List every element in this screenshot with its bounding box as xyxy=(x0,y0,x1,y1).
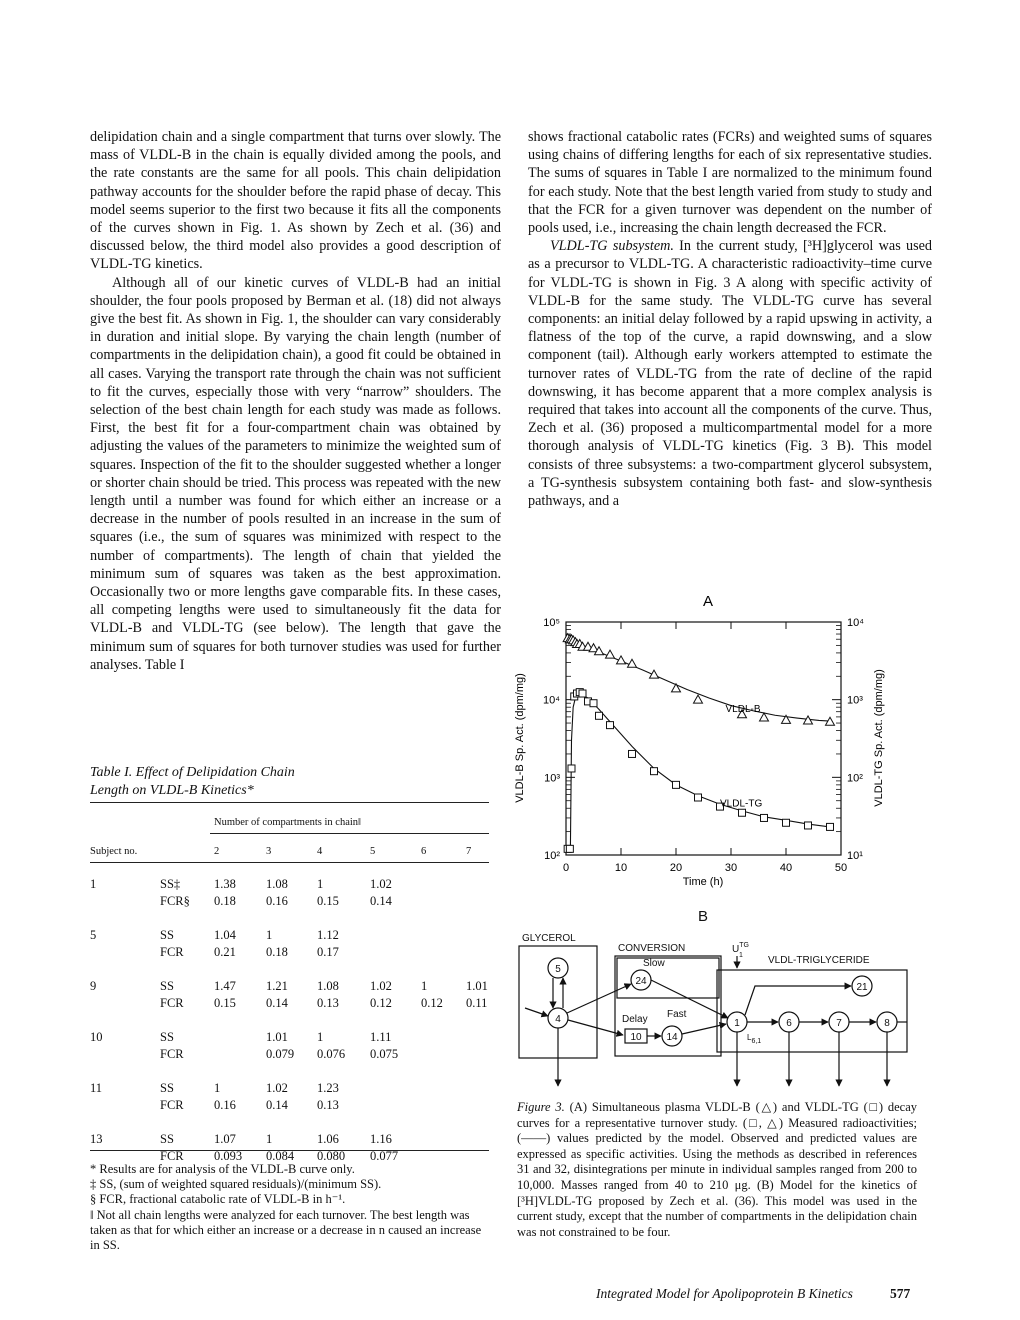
vldl-tg-point xyxy=(761,814,768,821)
figure-caption-lead: Figure 3. xyxy=(517,1100,565,1114)
body-paragraph: Although all of our kinetic curves of VLDL-B had an initial shoulder, the four pools proposed by Berman et al. (18) did not always give the best fit. As shown in Fig. 1, the shoulder can vary considerably in duration and initial slope. By varying the chain length (number of compartments in the delipidation chain), a good fit could be obtained in all cases. Varying the transport rate through the chain was not sufficient to fit the curves, especially those with very “narrow” shoulders. The selection of the best chain length for each study was made as follows. First, the best fit for a four-compartment chain was obtained by adjusting the values of the parameters to minimize the weighted sum of squares. Inspection of the fit to the shoulder suggested whether a longer or shorter chain should be tried. This process was repeated with the new length until a number was found for which either an increase or a decrease in the number of pools resulted in an increase in the sum of squares (i.e., the sum of squares was minimized with respect to the number of compartments). The length of chain that yielded the minimum sum of squares was taken as the best approximation. Occasionally two or more lengths gave comparable fits. In these cases, all competing lengths were used to simultaneously fit the data for VLDL-B and VLDL-TG (see below). The length that gave the minimum sum of squares for both turnover studies was used for further analyses. Table I xyxy=(90,274,501,673)
vldl-b-point xyxy=(628,659,637,667)
table-row xyxy=(90,1132,489,1148)
table-caption-line: Length on VLDL-B Kinetics* xyxy=(90,783,254,798)
value-cell: 1.02 xyxy=(266,1081,288,1095)
value-cell: 0.084 xyxy=(266,1149,295,1163)
panel-label-b: B xyxy=(698,908,709,925)
panel-label-a: A xyxy=(703,593,714,610)
subject-cell: 1 xyxy=(90,877,97,891)
flow-arrow xyxy=(682,1024,726,1034)
table-row xyxy=(90,1030,489,1046)
node-label: 1 xyxy=(734,1018,740,1029)
metric-cell: FCR xyxy=(160,1047,184,1061)
value-cell: 1.06 xyxy=(317,1132,339,1146)
node-label: 7 xyxy=(836,1018,842,1029)
vldl-tg-box xyxy=(717,970,907,1052)
figure-3a-chart xyxy=(505,590,925,900)
value-cell: 0.075 xyxy=(370,1047,399,1061)
value-cell: 1.23 xyxy=(317,1081,339,1095)
vldl-tg-point xyxy=(695,794,702,801)
subject-cell: 5 xyxy=(90,928,97,942)
slow-box xyxy=(617,958,719,998)
subject-cell: 11 xyxy=(90,1081,103,1095)
value-cell: 1.08 xyxy=(317,979,339,993)
footnote: ‡ SS, (sum of weighted squared residuals)/(minimum SS). xyxy=(90,1177,382,1192)
metric-cell: FCR xyxy=(160,1098,184,1112)
x-tick-label: 0 xyxy=(562,862,570,874)
value-cell: 1.47 xyxy=(214,979,236,993)
table-group-header: Number of compartments in chain‖ xyxy=(214,817,361,828)
metric-cell: SS xyxy=(160,1030,174,1044)
running-footer-title: Integrated Model for Apolipoprotein B Kinetics xyxy=(596,1286,853,1301)
page-number: 577 xyxy=(890,1286,911,1301)
value-cell: 0.21 xyxy=(214,945,236,959)
value-cell: 0.093 xyxy=(214,1149,243,1163)
y-axis-left-label: VLDL-B Sp. Act. (dpm/mg) xyxy=(514,673,526,803)
value-cell: 1.04 xyxy=(214,928,236,942)
value-cell: 1.02 xyxy=(370,877,392,891)
node-label: 21 xyxy=(856,982,868,993)
table-header-row xyxy=(90,834,489,858)
y-tick-label-left: 10² xyxy=(544,850,560,862)
table-row xyxy=(90,1081,489,1097)
footnote: * Results are for analysis of the VLDL-B curve only. xyxy=(90,1162,355,1176)
value-cell: 0.17 xyxy=(317,945,339,959)
vldl-tg-point xyxy=(566,845,573,852)
subsection-heading: VLDL-TG subsystem. xyxy=(550,238,674,255)
table-row xyxy=(90,1047,489,1063)
table-row xyxy=(90,928,489,944)
model-curve-vldl-b xyxy=(566,638,830,721)
metric-cell: FCR xyxy=(160,996,184,1010)
column-header: 2 xyxy=(214,846,220,857)
body-paragraph xyxy=(528,237,932,510)
metric-cell: SS xyxy=(160,1081,174,1095)
y-tick-label-right: 10¹ xyxy=(847,850,863,862)
figure-caption xyxy=(517,1100,917,1240)
flow-arrow xyxy=(745,986,851,1015)
vldl-tg-point xyxy=(596,712,603,719)
value-cell: 0.077 xyxy=(370,1149,399,1163)
vldl-b-point xyxy=(672,684,681,692)
table-row xyxy=(90,877,489,893)
vldl-tg-point xyxy=(739,809,746,816)
metric-cell: FCR xyxy=(160,945,184,959)
vldl-tg-point xyxy=(805,822,812,829)
y-axis-right-label: VLDL-TG Sp. Act. (dpm/mg) xyxy=(873,669,885,807)
node-label: 5 xyxy=(555,964,561,975)
y-tick-label-left: 10⁵ xyxy=(543,617,560,629)
value-cell: 0.080 xyxy=(317,1149,346,1163)
vldl-tg-point xyxy=(629,750,636,757)
value-cell: 1.38 xyxy=(214,877,236,891)
vldl-tg-label: VLDL-TRIGLYCERIDE xyxy=(768,955,870,966)
value-cell: 0.076 xyxy=(317,1047,346,1061)
table-caption-line: Table I. Effect of Delipidation Chain xyxy=(90,765,295,780)
vldl-tg-point xyxy=(827,823,834,830)
conversion-label: CONVERSION xyxy=(618,943,686,954)
value-cell: 1.21 xyxy=(266,979,288,993)
table-bottom-rule xyxy=(90,1150,489,1151)
value-cell: 0.079 xyxy=(266,1047,295,1061)
series-label-vldl-b: VLDL-B xyxy=(725,704,761,716)
table-row xyxy=(90,1098,489,1114)
left-column xyxy=(90,128,501,674)
column-header: 5 xyxy=(370,846,376,857)
node-label: 6 xyxy=(786,1018,792,1029)
value-cell: 0.14 xyxy=(266,1098,288,1112)
series-label-vldl-tg: VLDL-TG xyxy=(720,798,763,810)
vldl-tg-point xyxy=(783,819,790,826)
x-tick-label: 40 xyxy=(779,862,793,874)
vldl-tg-point xyxy=(590,700,597,707)
subject-cell: 9 xyxy=(90,979,97,993)
table-row xyxy=(90,996,489,1012)
vldl-tg-point xyxy=(651,768,658,775)
x-tick-label: 10 xyxy=(614,862,628,874)
table-header-rule xyxy=(90,862,489,863)
metric-cell: SS xyxy=(160,979,174,993)
body-paragraph: shows fractional catabolic rates (FCRs) and weighted sums of squares using chains of differing lengths for each of six representative studies. The sums of squares in Table I are normalized to the minimum found for each study. Note that the best length varied from study to study and that the FCR for a given turnover was dependent on the number of pools used, i.e., increasing the chain length decreased the FCR. xyxy=(528,129,932,237)
vldl-b-point xyxy=(606,650,615,658)
x-tick-label: 20 xyxy=(669,862,683,874)
footnote: ‖ Not all chain lengths were analyzed for each turnover. The best length was taken as that for which either an increase or a decrease in n caused an increase in SS. xyxy=(90,1207,482,1253)
value-cell: 0.12 xyxy=(370,996,392,1010)
figure-caption-text: (A) Simultaneous plasma VLDL-B (△) and VLDL-TG (□) decay curves for a representative turnover study. (□, △) Measured radioactivities; (——) values predicted by the model. Observed and predicted values are expressed as specific activities. Using the methods as described in references 31 and 32, disintegrations per minute in individual samples ranged from 200 to 10,000. Masses ranged from 40 to 210 μg. (B) Model for the kinetics of [³H]VLDL-TG proposed by Zech et al. (36). This model was used in the current study, except that the number of compartments in the delipidation chain was not constrained to be four. xyxy=(517,1100,918,1239)
value-cell: 0.16 xyxy=(214,1098,236,1112)
value-cell: 1.01 xyxy=(466,979,488,993)
column-header: 6 xyxy=(421,846,427,857)
value-cell: 0.13 xyxy=(317,1098,339,1112)
node-label: 8 xyxy=(884,1018,890,1029)
right-column xyxy=(528,128,932,510)
chart-marks xyxy=(543,617,864,874)
value-cell: 1.11 xyxy=(370,1030,392,1044)
vldl-tg-point xyxy=(673,781,680,788)
metric-cell: SS xyxy=(160,928,174,942)
value-cell: 0.11 xyxy=(466,996,488,1010)
table-row xyxy=(90,945,489,961)
y-tick-label-right: 10⁴ xyxy=(847,617,864,629)
slow-label: Slow xyxy=(643,958,665,969)
value-cell: 0.18 xyxy=(214,894,236,908)
column-header: 4 xyxy=(317,846,323,857)
input-arrow xyxy=(525,1008,548,1016)
value-cell: 0.18 xyxy=(266,945,288,959)
value-cell: 0.14 xyxy=(266,996,288,1010)
subject-cell: 13 xyxy=(90,1132,103,1146)
subject-header: Subject no. xyxy=(90,846,138,857)
value-cell: 1.12 xyxy=(317,928,339,942)
subject-cell: 10 xyxy=(90,1030,103,1044)
value-cell: 1.01 xyxy=(266,1030,288,1044)
model-curve-vldl-tg xyxy=(570,695,830,849)
l-rate-label: L6,1 xyxy=(747,1033,762,1045)
y-tick-label-right: 10³ xyxy=(847,694,863,707)
body-paragraph: delipidation chain and a single compartment that turns over slowly. The mass of VLDL-B in the chain is equally divided among the pools, and the rate constants are the same for all pools. This chain delipidation pathway accounts for the shoulder before the rapid phase of decay. This model seems superior to the first two because it fits all the components of the curves shown in Fig. 1. As shown by Zech et al. (36) and discussed below, the third model also provides a good description of VLDL-TG kinetics. xyxy=(90,129,501,273)
value-cell: 0.13 xyxy=(317,996,339,1010)
footnote: § FCR, fractional catabolic rate of VLDL-B in h⁻¹. xyxy=(90,1192,346,1207)
value-cell: 0.15 xyxy=(214,996,236,1010)
value-cell: 0.14 xyxy=(370,894,392,908)
vldl-tg-point xyxy=(579,690,586,697)
value-cell: 1 xyxy=(214,1081,221,1095)
vldl-b-point xyxy=(694,695,703,703)
value-cell: 0.12 xyxy=(421,996,443,1010)
y-tick-label-left: 10⁴ xyxy=(543,694,560,707)
table-caption xyxy=(90,764,350,800)
figure-3b-diagram xyxy=(505,908,925,1094)
value-cell: 1 xyxy=(266,1132,273,1146)
node-label: 24 xyxy=(635,976,647,987)
table-row xyxy=(90,894,489,910)
column-header: 3 xyxy=(266,846,272,857)
u-flux-label: $U^{TG}$ 1 xyxy=(732,942,749,959)
y-tick-label-right: 10² xyxy=(847,772,863,785)
value-cell: 1 xyxy=(421,979,428,993)
paragraph-body: In the current study, [³H]glycerol was used as a precursor to VLDL-TG. A characteristic radioactivity–time curve for VLDL-TG is shown in Fig. 3 A along with specific activity of VLDL-B for the same study. The VLDL-TG curve has several components: an initial delay followed by a rapid upswing in activity, a flatness of the top of the curve, a rapid downswing, and a slow component (tail). Although early workers attempted to estimate the turnover rates of VLDL-TG from the rate of decline of the rapid downswing, it has become apparent that a more complex analysis is required that takes into account all the components of the curve. Thus, Zech et al. (36) proposed a multicompartmental model for a more thorough analysis of VLDL-TG kinetics (Fig. 3 B). This model consists of three subsystems: a two-compartment glycerol subsystem, a TG-synthesis subsystem containing both fast- and slow-synthesis pathways, and a xyxy=(528,238,932,510)
value-cell: 0.16 xyxy=(266,894,288,908)
x-tick-label: 30 xyxy=(724,862,738,874)
y-tick-label-left: 10³ xyxy=(544,772,560,785)
table-1 xyxy=(90,802,489,1163)
metric-cell: FCR§ xyxy=(160,894,190,908)
value-cell: 0.15 xyxy=(317,894,339,908)
node-label: 10 xyxy=(630,1032,642,1043)
x-axis-label: Time (h) xyxy=(682,876,724,888)
fast-label: Fast xyxy=(667,1009,687,1020)
table-footnotes xyxy=(90,1162,490,1253)
vldl-tg-point xyxy=(607,722,614,729)
x-tick-label: 50 xyxy=(834,862,848,874)
value-cell: 1 xyxy=(266,928,273,942)
value-cell: 1.08 xyxy=(266,877,288,891)
value-cell: 1 xyxy=(317,1030,324,1044)
value-cell: 1.16 xyxy=(370,1132,392,1146)
metric-cell: SS xyxy=(160,1132,174,1146)
metric-cell: FCR xyxy=(160,1149,184,1163)
metric-cell: SS‡ xyxy=(160,877,181,891)
delay-label: Delay xyxy=(622,1014,648,1025)
column-header: 7 xyxy=(466,846,472,857)
value-cell: 1.07 xyxy=(214,1132,236,1146)
value-cell: 1 xyxy=(317,877,324,891)
node-label: 14 xyxy=(666,1032,678,1043)
node-label: 4 xyxy=(555,1014,561,1025)
vldl-tg-point xyxy=(568,765,575,772)
glycerol-label: GLYCEROL xyxy=(522,933,576,944)
value-cell: 1.02 xyxy=(370,979,392,993)
table-row xyxy=(90,979,489,995)
